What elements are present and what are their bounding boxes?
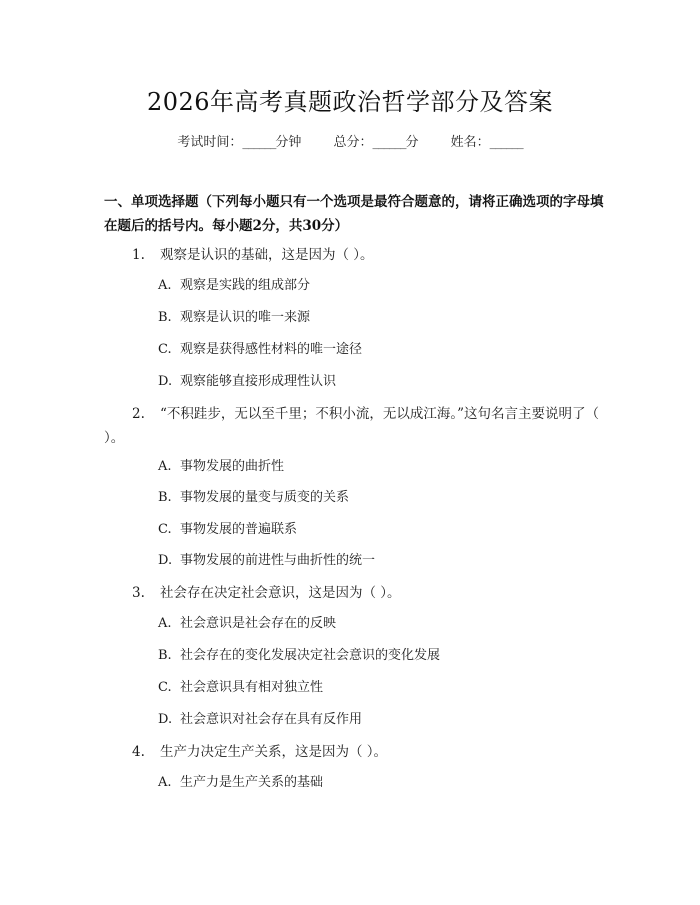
question-2 [104,402,604,450]
total-score-unit: 分 [405,135,419,150]
question-number: 2. [132,406,145,422]
option-text: 事物发展的曲折性 [180,459,285,474]
option-letter: D. [158,553,173,568]
total-score-label: 总分： [333,135,373,150]
option-letter: A. [158,775,172,790]
exam-time-field [177,135,301,150]
question-text: 社会存在决定社会意识，这是因为（ ）。 [160,585,401,601]
option-letter: B. [158,310,172,325]
option-1a [158,276,310,296]
option-letter: D. [158,712,173,727]
exam-time-blank: ______ [242,135,276,150]
total-score-field [333,135,418,150]
question-text: “不积跬步，无以至千里；不积小流，无以成江海。”这句名言主要说明了（ ）。 [104,406,600,446]
option-2b [158,488,349,508]
question-3 [132,581,401,605]
option-text: 生产力是生产关系的基础 [180,775,324,790]
option-3b [158,646,440,666]
option-3d [158,710,362,730]
option-2c [158,520,297,540]
option-text: 社会存在的变化发展决定社会意识的变化发展 [180,648,441,663]
question-text: 生产力决定生产关系，这是因为（ ）。 [160,744,388,760]
option-text: 观察能够直接形成理性认识 [180,374,337,389]
option-letter: D. [158,374,173,389]
option-2a [158,457,284,477]
option-text: 社会意识对社会存在具有反作用 [180,712,363,727]
name-label: 姓名： [450,135,490,150]
option-text: 社会意识是社会存在的反映 [180,616,337,631]
question-number: 3. [132,585,145,601]
option-letter: A. [158,278,172,293]
question-1 [132,243,374,267]
option-text: 社会意识具有相对独立性 [180,680,324,695]
option-1d [158,372,336,392]
option-text: 观察是获得感性材料的唯一途径 [180,342,363,357]
option-1c [158,340,362,360]
section-heading: 一、单项选择题（下列每小题只有一个选项是最符合题意的，请将正确选项的字母填在题后的括号内。每小题2分，共30分） [104,194,604,234]
name-blank: ______ [489,135,523,150]
option-letter: B. [158,490,172,505]
option-text: 事物发展的量变与质变的关系 [180,490,350,505]
question-text: 观察是认识的基础，这是因为（ ）。 [160,247,374,263]
option-3a [158,614,336,634]
option-letter: A. [158,459,172,474]
option-text: 事物发展的前进性与曲折性的统一 [180,553,376,568]
total-score-blank: ______ [372,135,406,150]
name-field [451,135,523,150]
option-letter: C. [158,522,172,537]
question-4 [132,740,387,764]
exam-time-unit: 分钟 [275,135,302,150]
option-4a [158,773,323,793]
option-text: 事物发展的普遍联系 [180,522,298,537]
option-letter: C. [158,680,172,695]
option-text: 观察是实践的组成部分 [180,278,311,293]
option-letter: B. [158,648,172,663]
exam-info-line [0,131,700,150]
exam-time-label: 考试时间： [177,135,243,150]
option-letter: C. [158,342,172,357]
option-2d [158,551,375,571]
option-letter: A. [158,616,172,631]
question-number: 4. [132,744,145,760]
option-text: 观察是认识的唯一来源 [180,310,311,325]
question-number: 1. [132,247,145,263]
option-3c [158,678,323,698]
option-1b [158,308,310,328]
page-title: 2026年高考真题政治哲学部分及答案 [146,88,554,116]
